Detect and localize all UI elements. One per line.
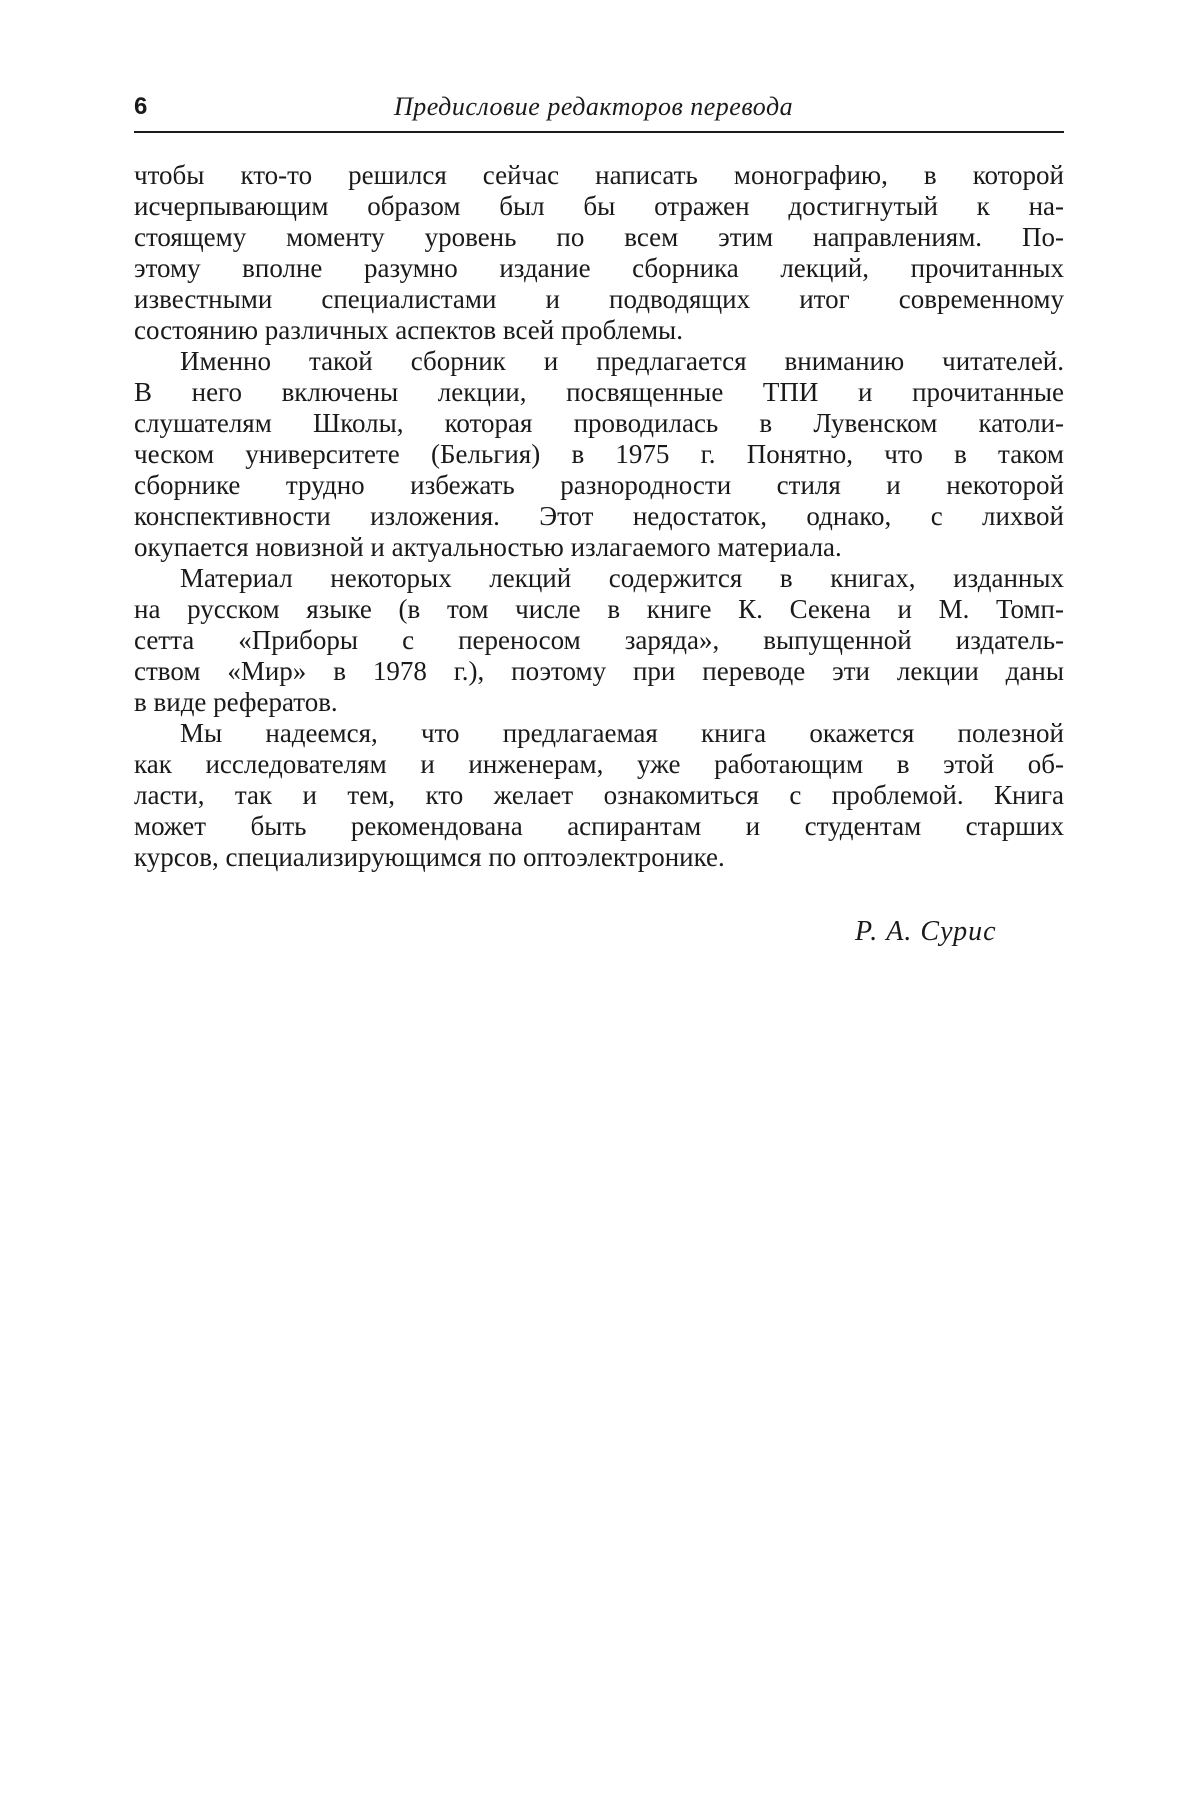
text-line: Мы надеемся, что предлагаемая книга окажется полезной xyxy=(180,718,1064,748)
paragraph-3 xyxy=(134,563,1064,718)
text-line: Материал некоторых лекций содержится в книгах, изданных xyxy=(180,563,1064,593)
text-line: может быть рекомендована аспирантам и студентам старших xyxy=(134,811,1064,841)
text-line: курсов, специализирующимся по оптоэлектронике. xyxy=(134,842,725,872)
signature: Р. А. Сурис xyxy=(855,916,997,947)
text-line: Именно такой сборник и предлагается вниманию читателей. xyxy=(180,346,1064,376)
body-text xyxy=(134,160,1064,873)
text-line: ласти, так и тем, кто желает ознакомиться с проблемой. Книга xyxy=(134,780,1064,810)
text-line: сборнике трудно избежать разнородности стиля и некоторой xyxy=(134,470,1064,500)
text-line: известными специалистами и подводящих итог современному xyxy=(134,284,1064,314)
text-line: на русском языке (в том числе в книге К. Секена и М. Томп- xyxy=(134,594,1064,624)
paragraph-1 xyxy=(134,160,1064,346)
paragraph-4 xyxy=(134,718,1064,873)
text-line: слушателям Школы, которая проводилась в Лувенском католи- xyxy=(134,408,1064,438)
text-line: в виде рефератов. xyxy=(134,687,338,717)
text-line: состоянию различных аспектов всей проблемы. xyxy=(134,315,683,345)
text-line: как исследователям и инженерам, уже работающим в этой об- xyxy=(134,749,1064,779)
text-line: сетта «Приборы с переносом заряда», выпущенной издатель- xyxy=(134,625,1064,655)
text-line: ством «Мир» в 1978 г.), поэтому при переводе эти лекции даны xyxy=(134,656,1064,686)
page-number: 6 xyxy=(134,93,148,120)
text-line: исчерпывающим образом был бы отражен достигнутый к на- xyxy=(134,191,1064,221)
text-line: окупается новизной и актуальностью излагаемого материала. xyxy=(134,532,842,562)
paragraph-2 xyxy=(134,346,1064,563)
text-line: конспективности изложения. Этот недостаток, однако, с лихвой xyxy=(134,501,1064,531)
running-title: Предисловие редакторов перевода xyxy=(394,92,794,121)
text-line: этому вполне разумно издание сборника лекций, прочитанных xyxy=(134,253,1064,283)
text-line: стоящему моменту уровень по всем этим направлениям. По- xyxy=(134,222,1064,252)
text-line: ческом университете (Бельгия) в 1975 г. Понятно, что в таком xyxy=(134,439,1064,469)
running-head xyxy=(134,90,1064,130)
header-rule xyxy=(134,131,1064,133)
text-line: чтобы кто-то решился сейчас написать монографию, в которой xyxy=(134,160,1064,190)
text-line: В него включены лекции, посвященные ТПИ и прочитанные xyxy=(134,377,1064,407)
